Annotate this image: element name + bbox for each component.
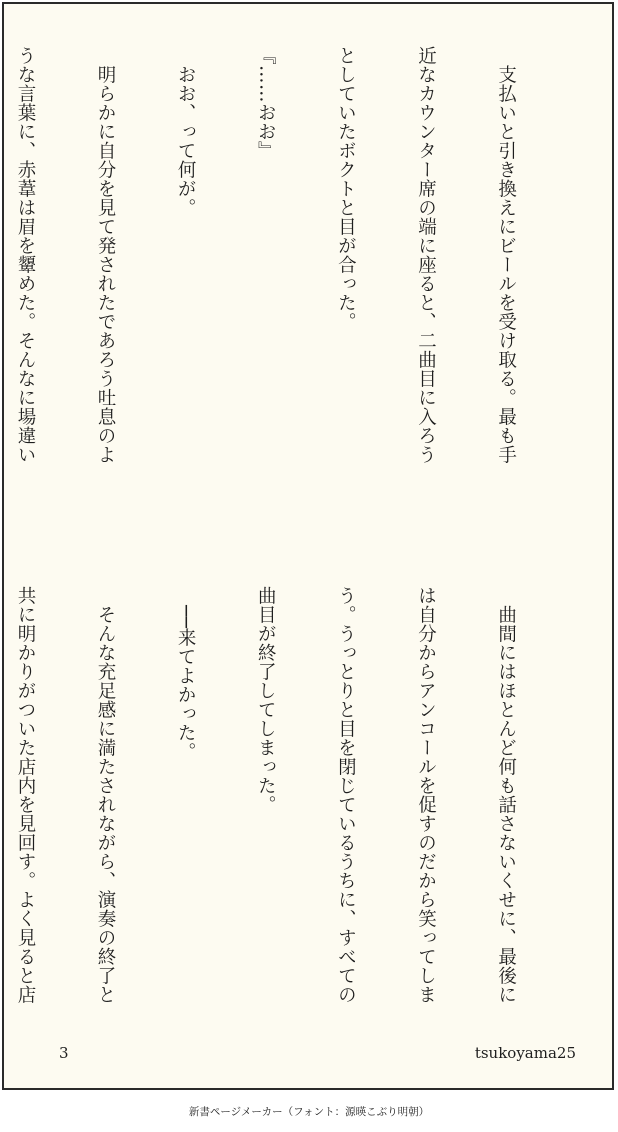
text-line: おお、って何が。 <box>175 46 197 217</box>
text-line: としていたボクトと目が合った。 <box>335 46 357 331</box>
text-line: 近なカウンター席の端に座ると、二曲目に入ろう <box>415 46 437 464</box>
text-line: 共に明かりがついた店内を見回す。よく見ると店 <box>14 586 36 1004</box>
text-line: 曲目が終了してしまった。 <box>255 586 277 814</box>
text-line: ──来てよかった。 <box>175 586 197 762</box>
text-line: 曲間にはほとんど何も話さないくせに、最後に <box>495 586 517 1004</box>
text-block-bottom <box>0 586 572 1086</box>
text-line: 支払いと引き換えにビールを受け取る。最も手 <box>495 46 517 464</box>
text-line: は自分からアンコールを促すのだから笑ってしま <box>415 586 437 1004</box>
text-line: 『……おお』 <box>255 46 277 160</box>
author-name: tsukoyama25 <box>474 1044 576 1062</box>
text-line: う。うっとりと目を閉じているうちに、すべての <box>335 586 357 1004</box>
text-line: 明らかに自分を見て発されたであろう吐息のよ <box>95 46 117 464</box>
footer-credit: 新書ページメーカー（フォント：源暎こぶり明朝） <box>188 1106 430 1118</box>
text-block-top <box>0 46 572 546</box>
page-number: 3 <box>59 1044 69 1062</box>
text-line: そんな充足感に満たされながら、演奏の終了と <box>95 586 117 1004</box>
text-line: うな言葉に、赤葦は眉を顰めた。そんなに場違い <box>14 46 36 464</box>
book-page <box>2 2 614 1090</box>
